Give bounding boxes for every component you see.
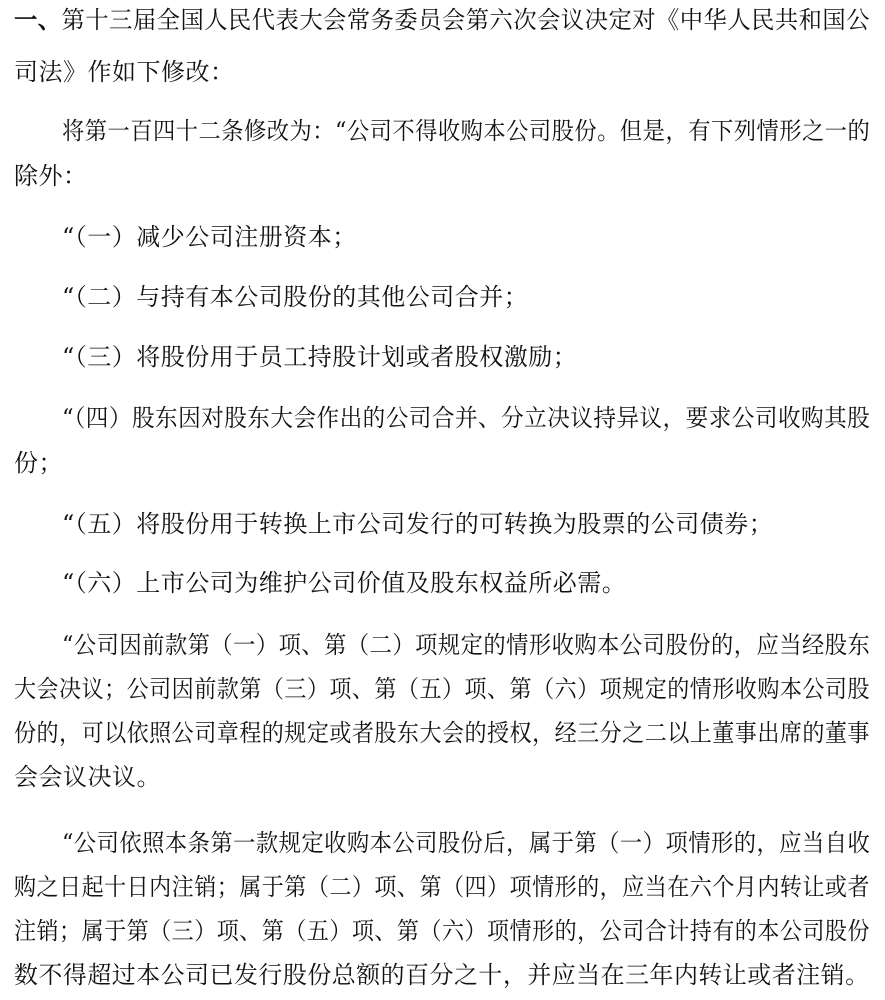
paragraph-1-line-1: 一、第十三届全国人民代表大会常务委员会第六次会议决定对《中华人民共和国公 bbox=[14, 5, 870, 34]
paragraph-10-line-2: 购之日起十日内注销；属于第（二）项、第（四）项情形的，应当在六个月内转让或者 bbox=[14, 873, 870, 901]
paragraph-2-line-1: 将第一百四十二条修改为：“公司不得收购本公司股份。但是，有下列情形之一的 bbox=[62, 117, 871, 145]
item-4-line-2: 份； bbox=[14, 449, 63, 477]
section-number: 一、 bbox=[14, 5, 62, 34]
paragraph-9-line-1: “公司因前款第（一）项、第（二）项规定的情形收购本公司股份的，应当经股东 bbox=[62, 631, 871, 659]
paragraph-9-line-2: 大会决议；公司因前款第（三）项、第（五）项、第（六）项规定的情形收购本公司股 bbox=[14, 675, 870, 703]
paragraph-9-line-4: 会会议决议。 bbox=[14, 763, 161, 791]
paragraph-1-line-2: 司法》作如下修改： bbox=[14, 58, 235, 86]
item-5-line: “（五）将股份用于转换上市公司发行的可转换为股票的公司债券； bbox=[62, 510, 774, 538]
paragraph-2-line-2: 除外： bbox=[14, 162, 88, 190]
paragraph-10-line-4: 数不得超过本公司已发行股份总额的百分之十，并应当在三年内转让或者注销。 bbox=[14, 961, 870, 989]
item-2-line: “（二）与持有本公司股份的其他公司合并； bbox=[62, 283, 529, 311]
paragraph-10-line-1: “公司依照本条第一款规定收购本公司股份后，属于第（一）项情形的，应当自收 bbox=[62, 829, 871, 857]
item-6-line: “（六）上市公司为维护公司价值及股东权益所必需。 bbox=[62, 569, 627, 597]
item-3-line: “（三）将股份用于员工持股计划或者股权激励； bbox=[62, 343, 578, 371]
paragraph-10-line-3: 注销；属于第（三）项、第（五）项、第（六）项情形的，公司合计持有的本公司股份 bbox=[14, 917, 870, 945]
item-1-line: “（一）减少公司注册资本； bbox=[62, 223, 357, 251]
paragraph-9-line-3: 份的，可以依照公司章程的规定或者股东大会的授权，经三分之二以上董事出席的董事 bbox=[14, 719, 870, 747]
item-4-line-1: “（四）股东因对股东大会作出的公司合并、分立决议持异议，要求公司收购其股 bbox=[62, 404, 871, 432]
